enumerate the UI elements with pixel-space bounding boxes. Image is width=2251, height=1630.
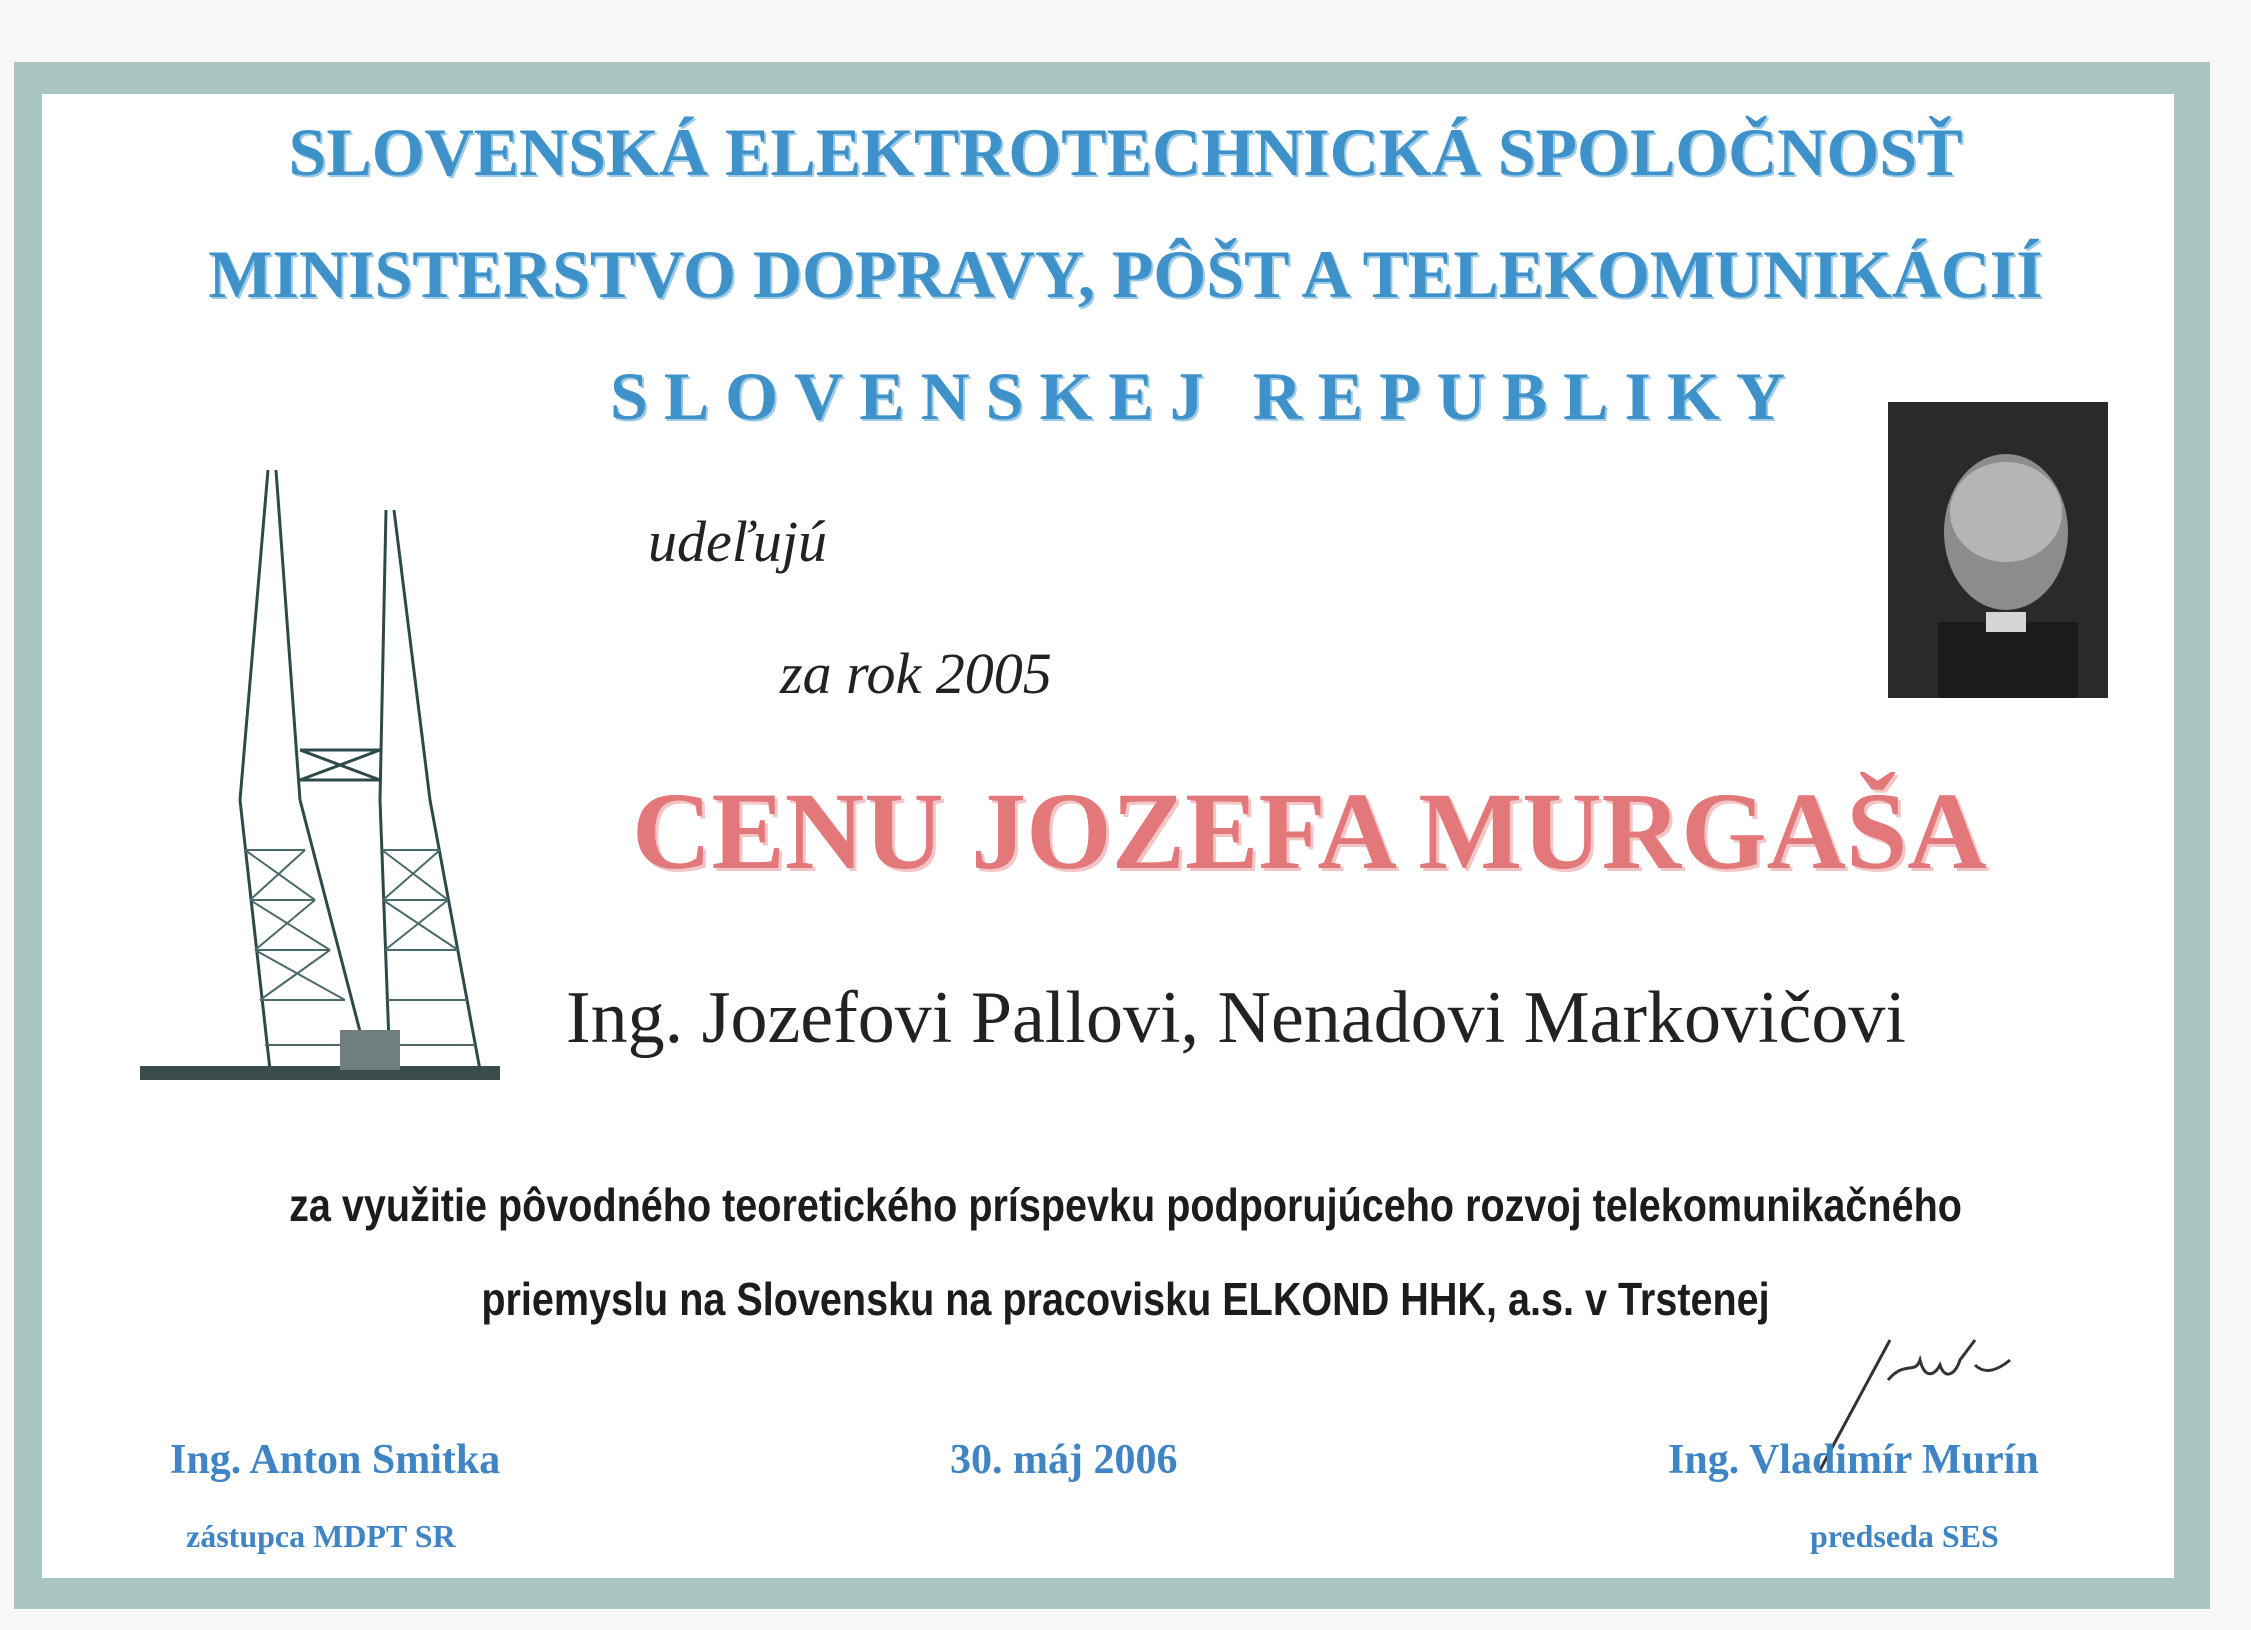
header-society: SLOVENSKÁ ELEKTROTECHNICKÁ SPOLOČNOSŤ bbox=[288, 114, 1963, 190]
right-signatory-role: predseda SES bbox=[1810, 1518, 1999, 1554]
radio-tower-illustration bbox=[140, 470, 500, 1090]
award-title: CENU JOZEFA MURGAŠA bbox=[632, 770, 1987, 892]
header-republic: SLOVENSKEJ REPUBLIKY bbox=[610, 358, 1801, 434]
right-signatory-name: Ing. Vladimír Murín bbox=[1668, 1437, 2039, 1483]
issue-date: 30. máj 2006 bbox=[950, 1437, 1178, 1483]
left-signatory-role: zástupca MDPT SR bbox=[186, 1518, 456, 1554]
left-signatory-name: Ing. Anton Smitka bbox=[170, 1437, 501, 1483]
year-line: za rok 2005 bbox=[780, 641, 1052, 706]
header-ministry: MINISTERSTVO DOPRAVY, PÔŠT A TELEKOMUNIKÁCIÍ bbox=[208, 236, 2043, 312]
recipients: Ing. Jozefovi Pallovi, Nenadovi Markovičovi bbox=[566, 977, 1906, 1059]
reason-line-2: priemyslu na Slovensku na pracovisku ELKOND HHK, a.s. v Trstenej bbox=[481, 1273, 1770, 1325]
reason-line-1: za využitie pôvodného teoretického príspevku podporujúceho rozvoj telekomunikačného bbox=[289, 1179, 1962, 1231]
verb-line: udeľujú bbox=[648, 509, 827, 574]
portrait-photo bbox=[1888, 402, 2108, 698]
